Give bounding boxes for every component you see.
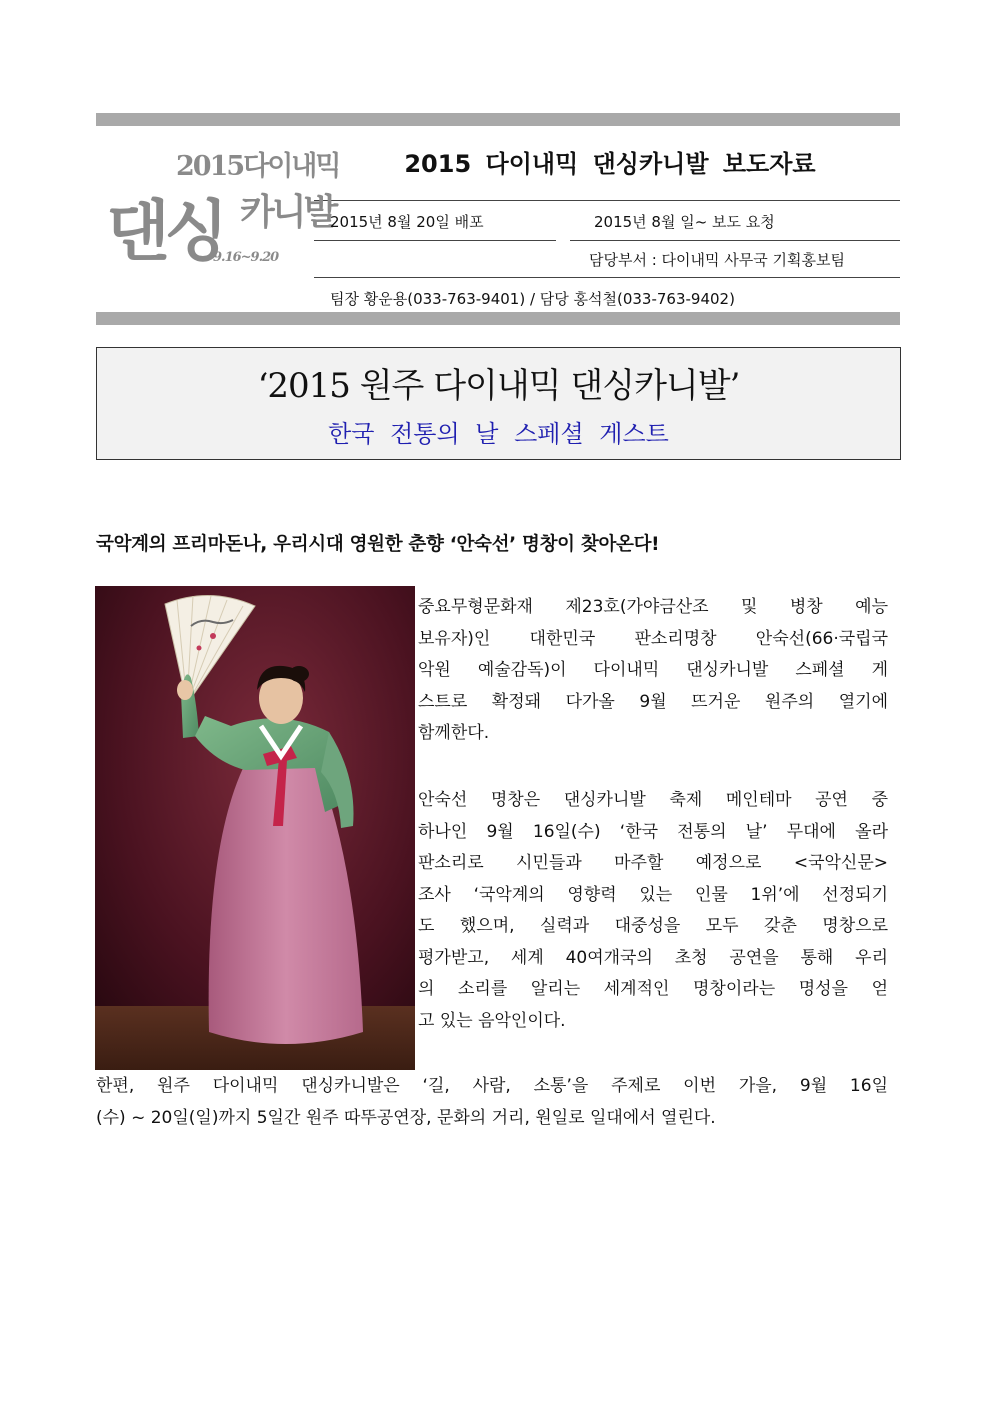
paragraph-2-line: 조사 ‘국악계의 영향력 있는 인물 1위’에 선정되기 [418,884,888,905]
paragraph-2 [418,785,888,1037]
paragraph-1 [418,592,888,750]
headline: 국악계의 프리마돈나, 우리시대 영원한 춘향 ‘안숙선’ 명창이 찾아온다! [96,534,660,555]
paragraph-1-line: 스트로 확정돼 다가올 9월 뜨거운 원주의 열기에 [418,691,888,712]
contacts: 팀장 황운용(033-763-9401) / 담당 홍석철(033-763-9402) [330,290,735,308]
main-title: ‘2015 원주 다이내믹 댄싱카니발’ [257,366,740,406]
paragraph-2-line: 안숙선 명창은 댄싱카니발 축제 메인테마 공연 중 [418,790,888,810]
header-rule-2b [570,240,900,241]
title-box [96,347,901,460]
header-rule-3 [314,277,900,278]
header-rule-1 [314,200,900,201]
department: 담당부서 : 다이내믹 사무국 기획홍보팀 [589,251,845,269]
paragraph-2-line: 의 소리를 알리는 세계적인 명창이라는 명성을 얻 [418,979,888,999]
paragraph-3 [96,1071,888,1134]
paragraph-3-line: 한편, 원주 다이내믹 댄싱카니발은 ‘길, 사람, 소통’을 주제로 이번 가을, 9월 16일 [96,1076,888,1096]
paragraph-2-line: 평가받고, 세계 40여개국의 초청 공연을 통해 우리 [418,947,888,968]
header-rule-2a [314,240,556,241]
paragraph-3-line: (수) ~ 20일(일)까지 5일간 원주 따뚜공연장, 문화의 거리, 원일로 일대에서 열린다. [96,1107,716,1128]
logo-name-small: 카니발 [240,192,336,233]
paragraph-1-line: 악원 예술감독)이 다이내믹 댄싱카니발 스페셜 게 [418,660,888,680]
sub-title: 한국 전통의 날 스페셜 게스트 [328,420,669,448]
paragraph-2-line: 도 했으며, 실력과 대중성을 모두 갖춘 명창으로 [418,916,888,936]
press-release-title: 2015 다이내믹 댄싱카니발 보도자료 [404,150,816,178]
performer-with-fan-photo [95,586,415,1070]
paragraph-2-line: 하나인 9월 16일(수) ‘한국 전통의 날’ 무대에 올라 [418,821,888,842]
header-top-bar [96,113,900,126]
paragraph-2-line: 고 있는 음악인이다. [418,1010,566,1031]
logo-dates: 9.16~9.20 [213,250,279,265]
paragraph-1-line: 보유자)인 대한민국 판소리명창 안숙선(66·국립국 [418,628,888,649]
header-bottom-bar [96,312,900,325]
event-logo [100,140,340,305]
distribution-date: 2015년 8월 20일 배포 [330,213,484,231]
paragraph-1-line: 함께한다. [418,723,490,743]
embargo-date: 2015년 8월 일~ 보도 요청 [594,213,775,231]
logo-name-big: 댄싱 [106,193,224,270]
paragraph-1-line: 중요무형문화재 제23호(가야금산조 및 병창 예능 [418,597,888,617]
paragraph-2-line: 판소리로 시민들과 마주할 예정으로 <국악신문> [418,853,888,873]
logo-year-event: 2015다이내믹 [176,151,340,182]
